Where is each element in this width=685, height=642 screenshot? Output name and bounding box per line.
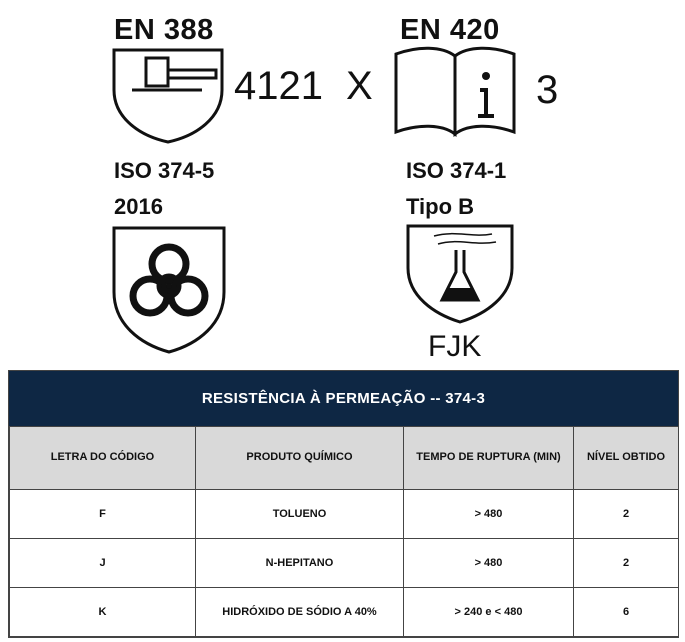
cell-time: > 480 — [404, 539, 574, 588]
cell-level: 2 — [574, 490, 679, 539]
permeation-table — [8, 370, 679, 638]
header-code-letter: LETRA DO CÓDIGO — [10, 427, 196, 490]
table-row — [10, 539, 679, 588]
cell-code: J — [10, 539, 196, 588]
cell-chemical: HIDRÓXIDO DE SÓDIO A 40% — [196, 588, 404, 637]
cell-level: 6 — [574, 588, 679, 637]
permeation-grid — [9, 426, 679, 637]
table-title: RESISTÊNCIA À PERMEAÇÃO -- 374-3 — [9, 371, 678, 426]
chemical-flask-shield-icon — [404, 224, 516, 324]
header-chemical: PRODUTO QUÍMICO — [196, 427, 404, 490]
cell-chemical: N-HEPITANO — [196, 539, 404, 588]
header-level: NÍVEL OBTIDO — [574, 427, 679, 490]
en388-label: EN 388 — [114, 14, 214, 46]
iso3741-line1: ISO 374-1 — [406, 158, 507, 183]
iso3745-line1: ISO 374-5 — [114, 158, 215, 183]
hammer-shield-icon — [110, 48, 226, 144]
cell-level: 2 — [574, 539, 679, 588]
cell-code: K — [10, 588, 196, 637]
cell-time: > 480 — [404, 490, 574, 539]
cell-code: F — [10, 490, 196, 539]
table-header-row — [10, 427, 679, 490]
iso3741-codes: FJK — [428, 330, 482, 363]
en420-level: 3 — [536, 68, 559, 112]
table-row — [10, 490, 679, 539]
en420-label: EN 420 — [400, 14, 500, 46]
en388-suffix: X — [346, 64, 373, 108]
info-book-icon — [388, 44, 522, 140]
header-breakthrough-time: TEMPO DE RUPTURA (MIN) — [404, 427, 574, 490]
cell-time: > 240 e < 480 — [404, 588, 574, 637]
biohazard-shield-icon — [110, 226, 228, 354]
table-row — [10, 588, 679, 637]
cell-chemical: TOLUENO — [196, 490, 404, 539]
en388-code: 4121 — [234, 64, 323, 108]
iso3741-line2: Tipo B — [406, 194, 475, 219]
iso3745-line2: 2016 — [114, 194, 163, 219]
